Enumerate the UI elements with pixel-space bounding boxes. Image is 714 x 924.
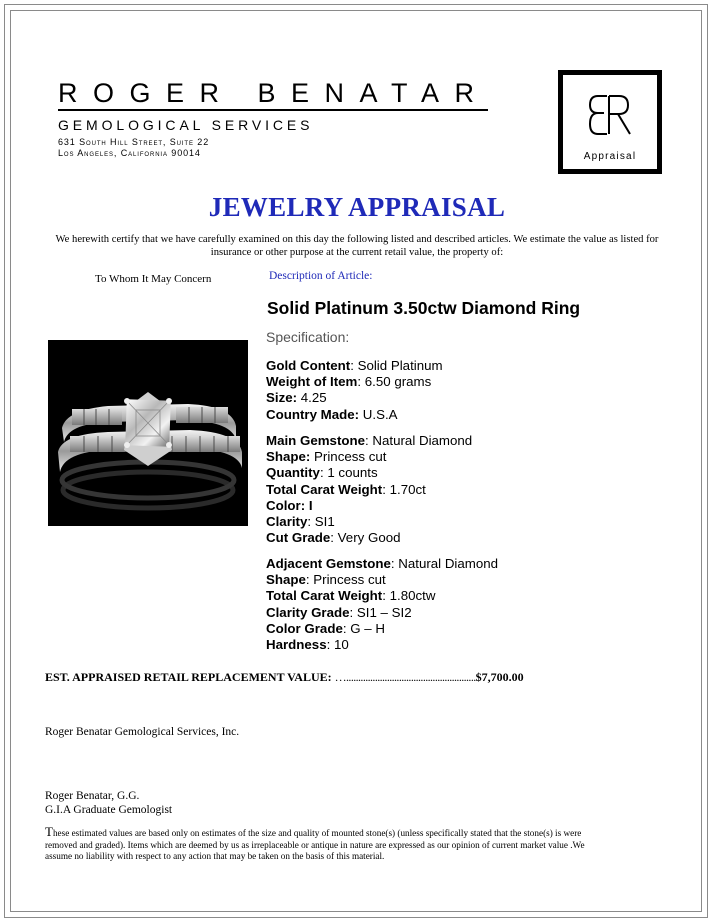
signature-name: Roger Benatar, G.G.: [45, 790, 140, 802]
spec-separator: :: [382, 588, 390, 604]
spec-separator: :: [349, 604, 357, 620]
logo-label: Appraisal: [583, 151, 637, 162]
item-title: Solid Platinum 3.50ctw Diamond Ring: [267, 298, 581, 318]
spec-separator: :: [342, 620, 351, 636]
spec-row: [266, 621, 498, 637]
spec-row: [266, 465, 472, 481]
document-title: JEWELRY APPRAISAL: [208, 192, 506, 222]
spec-label: Gold Content: [266, 358, 351, 373]
company-subtitle: GEMOLOGICAL SERVICES: [58, 117, 314, 133]
appraisal-logo: [558, 70, 662, 174]
spec-row: [266, 407, 443, 423]
spec-label: Clarity Grade: [266, 604, 350, 620]
spec-label: Total Carat Weight: [266, 588, 383, 604]
spec-row: [266, 449, 472, 465]
spec-label: Color Grade: [266, 620, 343, 636]
spec-row: [266, 530, 472, 546]
spec-row: [266, 588, 498, 604]
appraised-value-amount: $7,700.00: [475, 670, 524, 684]
spec-group-adjacent-gemstone: [266, 556, 498, 653]
spec-value: 6.50 grams: [364, 374, 432, 390]
spec-value: G – H: [350, 620, 385, 636]
spec-label: Shape:: [266, 449, 311, 465]
spec-value: 1 counts: [327, 465, 378, 481]
spec-row: [266, 556, 498, 572]
spec-value: 10: [334, 637, 349, 653]
spec-separator: :: [319, 465, 328, 481]
recipient: To Whom It May Concern: [95, 273, 212, 285]
spec-separator: :: [390, 556, 399, 571]
ring-photo: [48, 340, 248, 526]
disclaimer-body: hese estimated values are based only on estimates of the size and quality of mounted stone(s) (unless specifically stated that the stone(s) is were removed and graded). Items which are deemed by us as irreplaceable or antique in nature are expressed as our opinion of current market value .We assume no liability with respect to any action that may be taken on the basis of this material.: [45, 828, 585, 862]
spec-label: Quantity: [266, 465, 320, 481]
intro-paragraph: We herewith certify that we have carefully examined on this day the following listed and described articles. We estimate the value as listed for insurance or other purpose at the current retail value, the property of:: [55, 234, 659, 258]
description-label: Description of Article:: [269, 270, 373, 282]
specification-label: Specification:: [266, 329, 350, 345]
spec-row: [266, 433, 472, 449]
signature-title: G.I.A Graduate Gemologist: [45, 804, 173, 816]
spec-label: Weight of Item: [266, 374, 358, 390]
spec-row: [266, 637, 498, 653]
disclaimer-text: [45, 826, 605, 863]
spec-value: Princess cut: [314, 449, 387, 465]
company-name: ROGER BENATAR: [58, 78, 490, 108]
spec-label: Clarity: [266, 514, 308, 530]
spec-separator: :: [330, 530, 338, 546]
appraised-value-leader: …......................................................: [334, 670, 476, 684]
address-line-1: 631 South Hill Street, Suite 22: [58, 137, 210, 147]
spec-value: Princess cut: [313, 572, 386, 588]
address-line-2: Los Angeles, California 90014: [58, 148, 201, 158]
company-full-name: Roger Benatar Gemological Services, Inc.: [45, 726, 240, 738]
spec-separator: :: [326, 637, 334, 653]
spec-separator: :: [307, 514, 315, 530]
spec-value: Natural Diamond: [372, 433, 473, 448]
spec-separator: :: [305, 572, 314, 588]
spec-separator: :: [365, 433, 373, 448]
spec-separator: :: [357, 374, 365, 390]
spec-row: [266, 358, 443, 374]
spec-label: Size:: [266, 390, 298, 406]
spec-row: [266, 498, 472, 514]
spec-label: Cut Grade: [266, 530, 331, 546]
spec-separator: :: [382, 481, 390, 497]
disclaimer-initial: T: [45, 824, 53, 839]
spec-value: Natural Diamond: [398, 556, 499, 571]
spec-value: SI1: [314, 514, 335, 530]
spec-row: [266, 605, 498, 621]
spec-row: [266, 482, 472, 498]
ring-image: [48, 340, 248, 526]
spec-value: U.S.A: [362, 406, 398, 422]
spec-separator: :: [350, 358, 358, 373]
spec-label: Hardness: [266, 637, 327, 653]
spec-label: Color: I: [266, 497, 313, 513]
spec-row: [266, 390, 443, 406]
spec-group-main-gemstone: [266, 433, 472, 546]
spec-label: Adjacent Gemstone: [266, 556, 391, 571]
spec-label: Total Carat Weight: [266, 481, 383, 497]
spec-value: SI1 – SI2: [356, 604, 412, 620]
spec-row: [266, 572, 498, 588]
spec-value: 1.80ctw: [389, 588, 436, 604]
spec-label: Shape: [266, 572, 306, 588]
spec-label: Main Gemstone: [266, 433, 366, 448]
spec-group-metal: [266, 358, 443, 423]
spec-value: Solid Platinum: [357, 358, 443, 373]
spec-value: 4.25: [300, 390, 327, 406]
appraised-value-label: EST. APPRAISED RETAIL REPLACEMENT VALUE:: [45, 670, 332, 684]
company-name-rule: [58, 109, 488, 111]
appraised-value-line: [45, 670, 524, 685]
br-monogram-icon: [587, 93, 633, 137]
spec-row: [266, 374, 443, 390]
spec-label: Country Made:: [266, 406, 360, 422]
spec-value: Very Good: [337, 530, 401, 546]
spec-value: 1.70ct: [389, 481, 426, 497]
spec-row: [266, 514, 472, 530]
